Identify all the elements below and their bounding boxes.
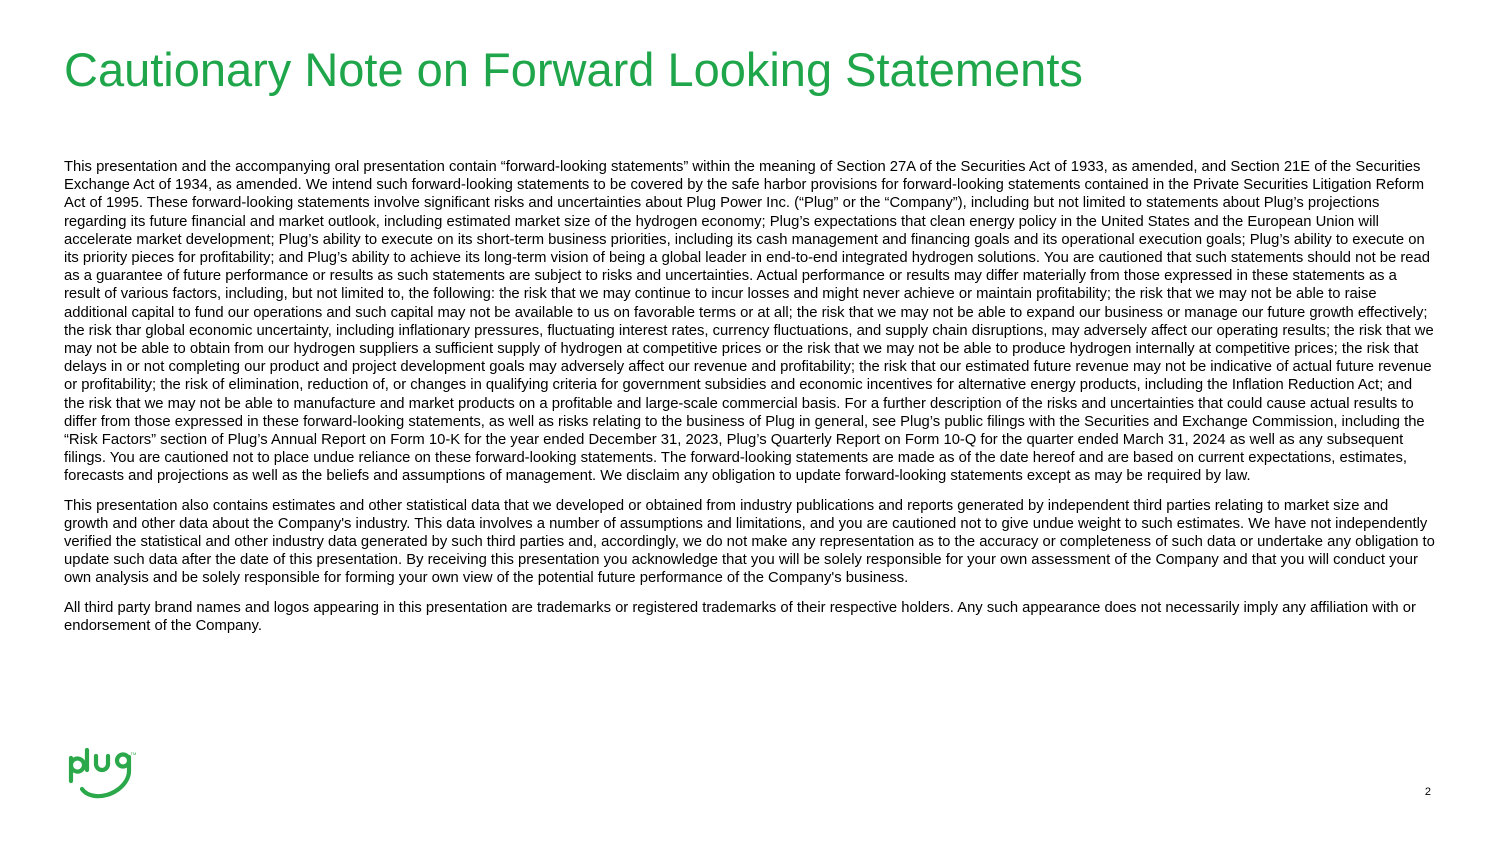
disclaimer-body	[64, 158, 1436, 646]
disclaimer-paragraph-statistical-data: This presentation also contains estimates and other statistical data that we developed or obtained from industry publications and reports generated by independent third parties relating to market size and growth and other data about the Company's industry. This data involves a number of assumptions and limitations, and you are cautioned not to give undue weight to such estimates. We have not independently verified the statistical and other industry data generated by such third parties and, accordingly, we do not make any representation as to the accuracy or completeness of such data or undertake any obligation to update such data after the date of this presentation. By receiving this presentation you acknowledge that you will be solely responsible for your own assessment of the Company and that you will conduct your own analysis and be solely responsible for forming your own view of the potential future performance of the Company's business.	[64, 497, 1435, 587]
plug-logo	[66, 745, 138, 801]
slide-title: Cautionary Note on Forward Looking Statements	[64, 43, 1083, 96]
disclaimer-paragraph-trademarks: All third party brand names and logos appearing in this presentation are trademarks or registered trademarks of their respective holders. Any such appearance does not necessarily imply any affiliation with or endorsement of the Company.	[64, 599, 1416, 634]
disclaimer-paragraph-forward-looking: This presentation and the accompanying oral presentation contain “forward-looking statements” within the meaning of Section 27A of the Securities Act of 1933, as amended, and Section 21E of the Securities Exchange Act of 1934, as amended. We intend such forward-looking statements to be covered by the safe harbor provisions for forward-looking statements contained in the Private Securities Litigation Reform Act of 1995. These forward-looking statements involve significant risks and uncertainties about Plug Power Inc. (“Plug” or the “Company”), including but not limited to statements about Plug’s projections regarding its future financial and market outlook, including estimated market size of the hydrogen economy; Plug’s expectations that clean energy policy in the United States and the European Union will accelerate market development; Plug’s ability to execute on its short-term business priorities, including its cash management and financing goals and its operational execution goals; Plug’s ability to execute on its priority pieces for profitability; and Plug’s ability to achieve its long-term vision of being a global leader in end-to-end integrated hydrogen solutions. You are cautioned that such statements should not be read as a guarantee of future performance or results as such statements are subject to risks and uncertainties. Actual performance or results may differ materially from those expressed in these statements as a result of various factors, including, but not limited to, the following: the risk that we may continue to incur losses and might never achieve or maintain profitability; the risk that we may not be able to raise additional capital to fund our operations and such capital may not be available to us on favorable terms or at all; the risk that we may not be able to expand our business or manage our future growth effectively; the risk thar global economic uncertainty, including inflationary pressures, fluctuating interest rates, currency fluctuations, and supply chain disruptions, may adversely affect our operating results; the risk that we may not be able to obtain from our hydrogen suppliers a sufficient supply of hydrogen at competitive prices or the risk that we may not be able to produce hydrogen internally at competitive prices; the risk that delays in or not completing our product and project development goals may adversely affect our revenue and profitability; the risk that our estimated future revenue may not be indicative of actual future revenue or profitability; the risk of elimination, reduction of, or changes in qualifying criteria for government subsidies and economic incentives for alternative energy products, including the Inflation Reduction Act; and the risk that we may not be able to manufacture and market products on a profitable and large-scale commercial basis. For a further description of the risks and uncertainties that could cause actual results to differ from those expressed in these forward-looking statements, as well as risks relating to the business of Plug in general, see Plug’s public filings with the Securities and Exchange Commission, including the “Risk Factors” section of Plug’s Annual Report on Form 10-K for the year ended December 31, 2023, Plug’s Quarterly Report on Form 10-Q for the quarter ended March 31, 2024 as well as any subsequent filings. You are cautioned not to place undue reliance on these forward-looking statements. The forward-looking statements are made as of the date hereof and are based on current expectations, estimates, forecasts and projections as well as the beliefs and assumptions of management. We disclaim any obligation to update forward-looking statements except as may be required by law.	[64, 159, 1434, 485]
svg-text:TM: TM	[130, 751, 137, 756]
page-number: 2	[1424, 786, 1431, 798]
